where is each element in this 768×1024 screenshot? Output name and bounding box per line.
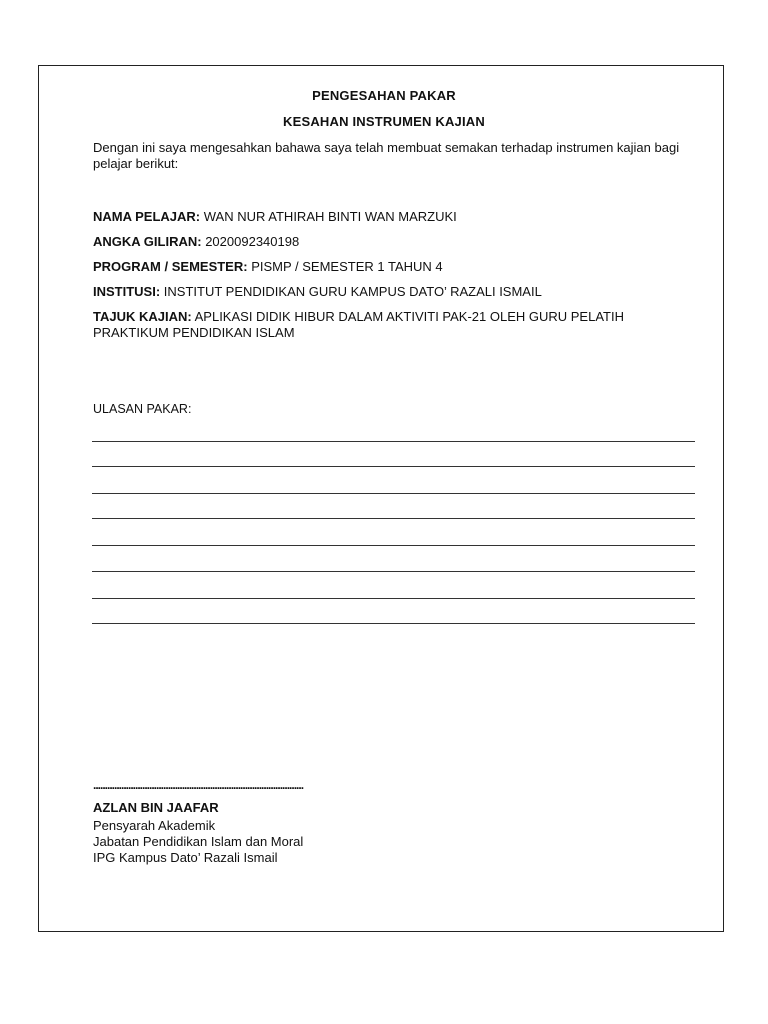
- review-line: [92, 493, 695, 494]
- field-value: WAN NUR ATHIRAH BINTI WAN MARZUKI: [203, 209, 457, 224]
- field-student-name: [93, 209, 693, 225]
- review-line: [92, 623, 695, 624]
- field-program-semester: [93, 259, 693, 275]
- field-label: ANGKA GILIRAN:: [93, 234, 202, 249]
- field-index-number: [93, 234, 693, 250]
- field-value: PISMP / SEMESTER 1 TAHUN 4: [251, 259, 443, 274]
- review-line: [92, 441, 695, 442]
- review-line: [92, 518, 695, 519]
- signatory-campus: IPG Kampus Dato’ Razali Ismail: [93, 850, 278, 865]
- signatory-position: Pensyarah Akademik: [93, 818, 216, 833]
- document-title: PENGESAHAN PAKAR: [312, 88, 456, 103]
- review-line: [92, 598, 695, 599]
- field-label: INSTITUSI:: [93, 284, 161, 299]
- field-value: 2020092340198: [205, 234, 300, 249]
- field-institution: [93, 284, 693, 300]
- review-line: [92, 466, 695, 467]
- field-research-title: [93, 309, 653, 341]
- signature-dotted-line: ..........................................................................................: [93, 778, 304, 792]
- review-line: [92, 545, 695, 546]
- signatory-department: Jabatan Pendidikan Islam dan Moral: [93, 834, 304, 849]
- field-label: NAMA PELAJAR:: [93, 209, 201, 224]
- review-line: [92, 571, 695, 572]
- field-label: PROGRAM / SEMESTER:: [93, 259, 248, 274]
- document-subtitle: KESAHAN INSTRUMEN KAJIAN: [283, 114, 485, 129]
- field-value: APLIKASI DIDIK HIBUR DALAM AKTIVITI PAK-21 OLEH GURU PELATIH PRAKTIKUM PENDIDIKAN ISLAM: [93, 309, 624, 340]
- field-label: TAJUK KAJIAN:: [93, 309, 192, 324]
- signatory-name: AZLAN BIN JAAFAR: [93, 800, 219, 815]
- field-value: INSTITUT PENDIDIKAN GURU KAMPUS DATO’ RAZALI ISMAIL: [163, 284, 542, 299]
- intro-paragraph: Dengan ini saya mengesahkan bahawa saya telah membuat semakan terhadap instrumen kajian bagi pelajar berikut:: [93, 140, 680, 171]
- review-label: ULASAN PAKAR:: [93, 402, 192, 416]
